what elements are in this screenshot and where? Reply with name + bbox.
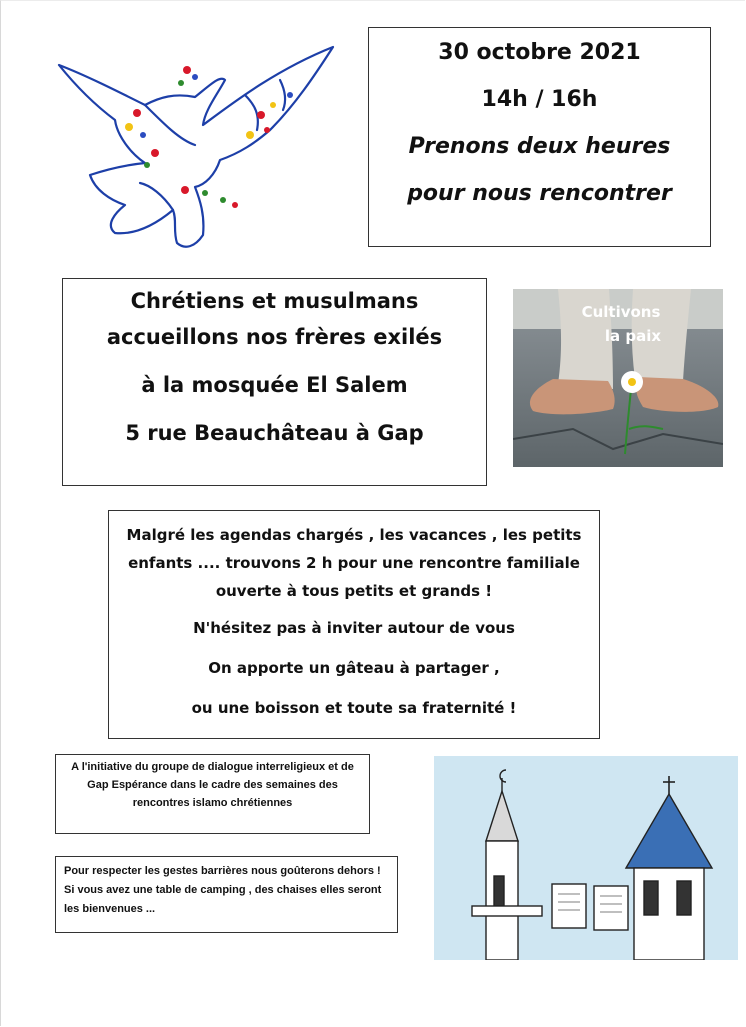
- main-message-box: [62, 278, 487, 486]
- date-box: [368, 27, 711, 247]
- dove-feather-line: [245, 95, 258, 130]
- invitation-paragraph: Malgré les agendas chargés , les vacances , les petits enfants .... trouvons 2 h pour une rencontre familiale ouverte à tous petits et grands !: [126, 526, 582, 600]
- barrier-gestures-box: [55, 856, 398, 933]
- invitation-box: [108, 510, 600, 739]
- speech-paper-right: [594, 886, 628, 930]
- dove-wing-line: [145, 105, 195, 145]
- dove-illustration: [45, 35, 345, 260]
- cultivons-la-paix-photo: [513, 289, 723, 467]
- initiative-text: A l'initiative du groupe de dialogue interreligieux et de Gap Espérance dans le cadre des semaines des rencontres islamo chrétiennes: [71, 761, 354, 809]
- daisy-flower: [621, 371, 643, 393]
- minaret-church-cartoon: [434, 756, 738, 960]
- main-line-2: accueillons nos frères exilés: [106, 325, 443, 349]
- invitation-line-4: ou une boisson et toute sa fraternité !: [191, 699, 517, 717]
- invitation-line-3: On apporte un gâteau à partager ,: [208, 659, 500, 677]
- invitation-line-2: N'hésitez pas à inviter autour de vous: [193, 619, 515, 637]
- venue-line: à la mosquée El Salem: [141, 373, 408, 397]
- minaret-balcony: [472, 906, 542, 916]
- event-tagline-2: pour nous rencontrer: [407, 181, 672, 206]
- photo-caption-line-2: la paix: [604, 327, 662, 345]
- photo-caption-line-1: Cultivons: [581, 303, 661, 321]
- dove-feather-line-2: [280, 80, 285, 110]
- event-date: 30 octobre 2021: [438, 40, 641, 65]
- dove-tail-line: [140, 183, 173, 210]
- address-line: 5 rue Beauchâteau à Gap: [125, 421, 424, 445]
- barrier-gestures-text: Pour respecter les gestes barrières nous goûterons dehors ! Si vous avez une table de camping , des chaises elles seront les bienvenues ...: [64, 865, 382, 915]
- event-tagline-1: Prenons deux heures: [408, 134, 671, 159]
- main-line-1: Chrétiens et musulmans: [130, 289, 419, 313]
- initiative-box: [55, 754, 370, 834]
- event-time: 14h / 16h: [481, 87, 598, 112]
- speech-paper-left: [552, 884, 586, 928]
